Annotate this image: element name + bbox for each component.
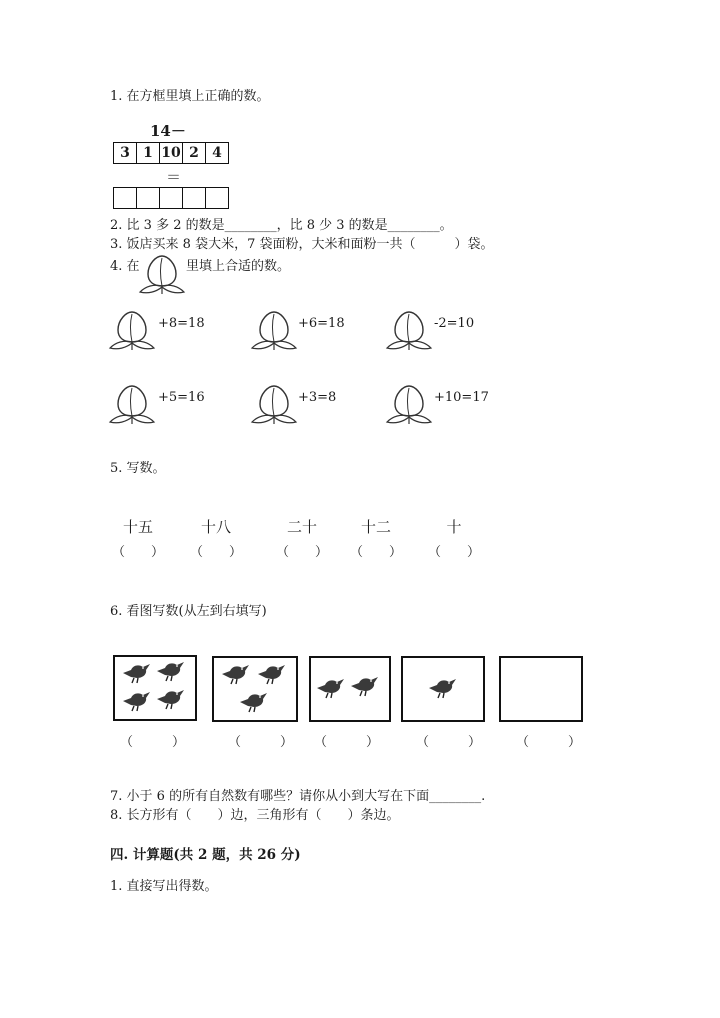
q5-answer-blank[interactable]: （ ） [349, 545, 402, 560]
section-heading: 四. 计算题(共 2 题，共 26 分) [110, 847, 301, 863]
q4-equation: -2=10 [434, 316, 475, 331]
q6-picture-box-empty [499, 656, 583, 722]
q1-cell: 4 [206, 143, 229, 164]
q6-picture-box [113, 655, 197, 721]
q5-number: 十二 [360, 518, 391, 536]
q4-prompt-before: 4. 在 [110, 259, 140, 274]
q1-cell: 2 [183, 143, 206, 164]
q7-text: 7. 小于 6 的所有自然数有哪些？请你从小到大写在下面________. [110, 789, 486, 804]
peach-icon [250, 308, 298, 352]
bird-icon [121, 689, 151, 713]
q4-equation: +10=17 [434, 390, 489, 405]
q6-picture-box [212, 656, 298, 722]
q1-answer-cell[interactable] [206, 188, 229, 209]
q5-answer-blank[interactable]: （ ） [427, 545, 480, 560]
q1-answer-grid [113, 187, 229, 209]
q1-cell: 1 [137, 143, 160, 164]
q1-cell: 3 [114, 143, 137, 164]
q1-answer-cell[interactable] [137, 188, 160, 209]
bird-icon [349, 674, 379, 698]
q5-number: 十五 [122, 518, 153, 536]
calc1-text: 1. 直接写出得数。 [110, 879, 218, 894]
bird-icon [238, 690, 268, 714]
q5-number: 二十 [286, 518, 317, 536]
q4-prompt-after: 里填上合适的数。 [186, 259, 291, 274]
peach-icon [108, 308, 156, 352]
q1-prompt: 1. 在方框里填上正确的数。 [110, 89, 270, 104]
q3-text: 3. 饭店买来 8 袋大米，7 袋面粉，大米和面粉一共（ ）袋。 [110, 237, 494, 252]
q6-picture-box [309, 656, 391, 722]
q5-prompt: 5. 写数。 [110, 461, 166, 476]
bird-icon [121, 661, 151, 685]
peach-icon [138, 252, 186, 296]
q1-given-grid [113, 142, 229, 164]
q1-equals: ＝ [166, 168, 182, 186]
q1-answer-cell[interactable] [160, 188, 183, 209]
q1-answer-cell[interactable] [114, 188, 137, 209]
q6-answer-blank[interactable]: （ ） [516, 735, 582, 750]
q1-answer-cell[interactable] [183, 188, 206, 209]
q5-number: 十 [446, 518, 462, 536]
peach-icon [385, 382, 433, 426]
q6-answer-blank[interactable]: （ ） [416, 735, 482, 750]
q5-answer-blank[interactable]: （ ） [189, 545, 242, 560]
q4-equation: +3=8 [298, 390, 337, 405]
q2-text: 2. 比 3 多 2 的数是________，比 8 少 3 的数是________。 [110, 218, 453, 233]
q6-picture-box [401, 656, 485, 722]
q6-answer-blank[interactable]: （ ） [314, 735, 380, 750]
bird-icon [315, 676, 345, 700]
q4-equation: +8=18 [158, 316, 205, 331]
q1-subtract-label: 14－ [150, 122, 186, 140]
q5-answer-blank[interactable]: （ ） [111, 545, 164, 560]
q4-equation: +5=16 [158, 390, 205, 405]
q6-prompt: 6. 看图写数(从左到右填写) [110, 604, 267, 619]
q6-answer-blank[interactable]: （ ） [228, 735, 294, 750]
q4-equation: +6=18 [298, 316, 345, 331]
peach-icon [385, 308, 433, 352]
q1-cell: 10 [160, 143, 183, 164]
q5-answer-blank[interactable]: （ ） [275, 545, 328, 560]
bird-icon [155, 687, 185, 711]
bird-icon [155, 659, 185, 683]
peach-icon [250, 382, 298, 426]
bird-icon [256, 662, 286, 686]
q6-answer-blank[interactable]: （ ） [120, 735, 186, 750]
bird-icon [427, 676, 457, 700]
q5-number: 十八 [200, 518, 231, 536]
q8-text: 8. 长方形有（ ）边，三角形有（ ）条边。 [110, 808, 400, 823]
peach-icon [108, 382, 156, 426]
bird-icon [220, 662, 250, 686]
